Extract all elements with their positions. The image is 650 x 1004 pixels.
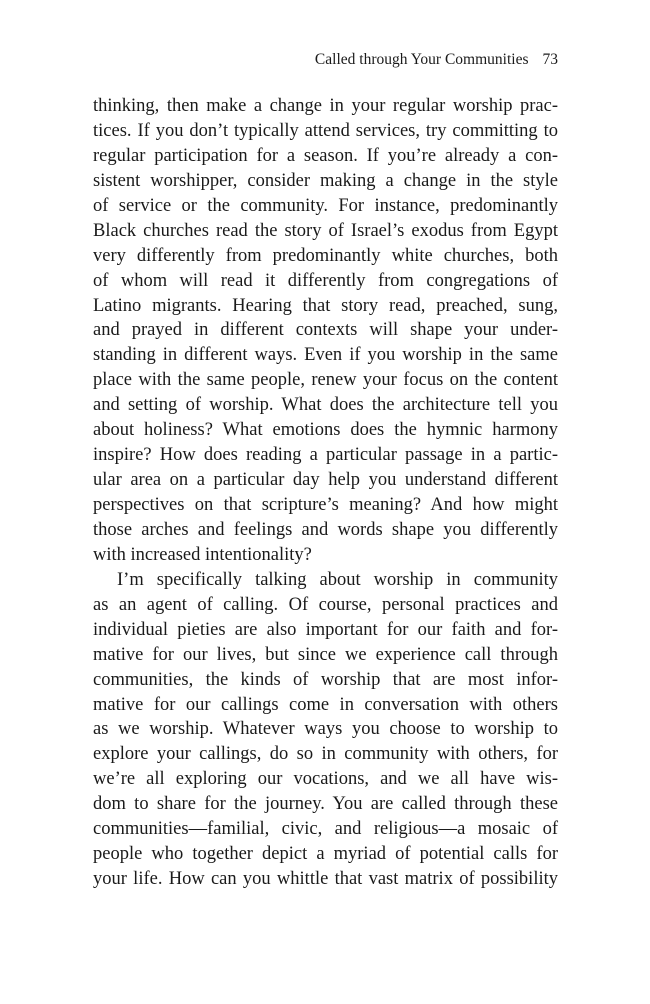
text-line: thinking, then make a change in your regular worship prac- (93, 96, 558, 116)
text-line: standing in different ways. Even if you worship in the same (93, 345, 558, 366)
text-line: inspire? How does reading a particular passage in a partic- (93, 445, 558, 466)
text-line: communities—familial, civic, and religious—a mosaic of (93, 819, 558, 840)
text-line: your life. How can you whittle that vast matrix of possibility (93, 869, 558, 890)
text-line: mative for our lives, but since we experience call through (93, 644, 558, 665)
text-line: Latino migrants. Hearing that story read, preached, sung, (93, 295, 558, 316)
text-line: and setting of worship. What does the architecture tell you (93, 395, 558, 416)
paragraph (93, 568, 558, 892)
text-line: sistent worshipper, consider making a change in the style (93, 170, 558, 191)
text-line: about holiness? What emotions does the hymnic harmony (93, 420, 558, 441)
text-line: with increased intentionality? (93, 544, 312, 565)
text-line: we’re all exploring our vocations, and we all have wis- (93, 769, 558, 790)
text-line: regular participation for a season. If you’re already a con- (93, 145, 558, 166)
text-line: and prayed in different contexts will shape your under- (93, 320, 558, 341)
text-line: communities, the kinds of worship that are most infor- (93, 669, 558, 690)
text-line: place with the same people, renew your focus on the content (93, 370, 558, 391)
text-line: as we worship. Whatever ways you choose to worship to (93, 719, 558, 740)
text-line: tices. If you don’t typically attend services, try committing to (93, 120, 558, 141)
body-text (93, 94, 558, 892)
text-line: people who together depict a myriad of potential calls for (93, 844, 558, 865)
text-line: of service or the community. For instance, predominantly (93, 195, 558, 216)
text-line: mative for our callings come in conversation with others (93, 694, 558, 715)
paragraph (93, 94, 558, 568)
text-line: ular area on a particular day help you understand different (93, 470, 558, 491)
running-header (93, 50, 558, 70)
text-line: individual pieties are also important for our faith and for- (93, 619, 558, 640)
text-line: very differently from predominantly white churches, both (93, 245, 558, 266)
text-line: Black churches read the story of Israel’s exodus from Egypt (93, 220, 558, 241)
text-line: perspectives on that scripture’s meaning? And how might (93, 495, 558, 515)
text-line: those arches and feelings and words shape you differently (93, 519, 558, 540)
running-title: Called through Your Communities (314, 51, 529, 68)
text-line: dom to share for the journey. You are called through these (93, 794, 558, 815)
text-line: I’m specifically talking about worship in community (117, 569, 558, 590)
text-line: as an agent of calling. Of course, personal practices and (93, 594, 558, 615)
text-line: of whom will read it differently from congregations of (93, 270, 558, 291)
page-number: 73 (542, 51, 558, 68)
text-line: explore your callings, do so in community with others, for (93, 744, 558, 765)
